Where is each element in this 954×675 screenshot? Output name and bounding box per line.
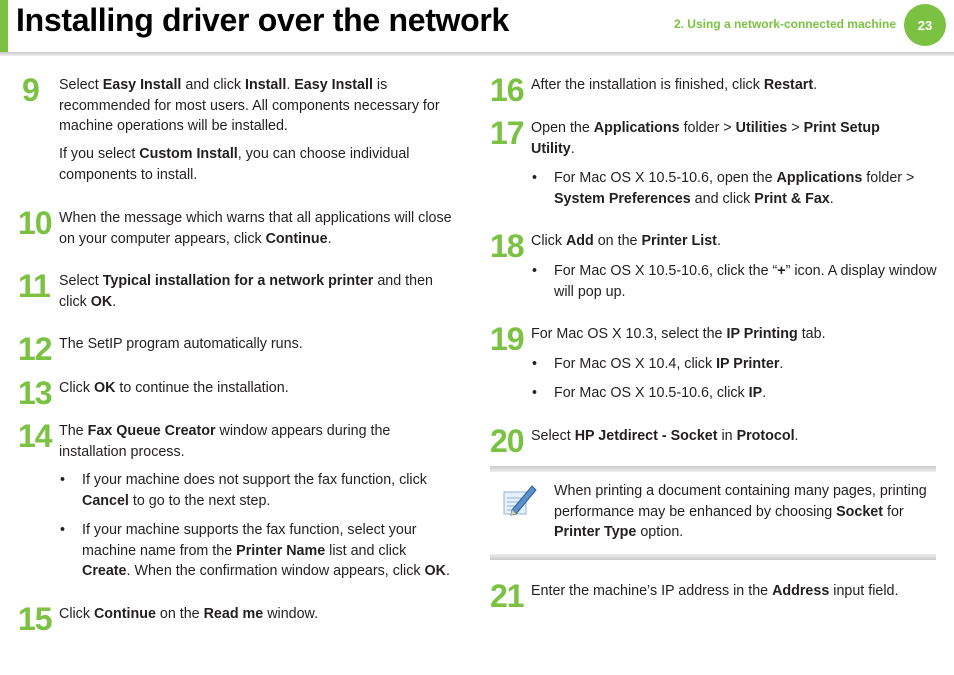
step-number: 14 bbox=[18, 418, 52, 454]
bullet-icon: • bbox=[532, 356, 538, 372]
step-text: If you select Custom Install, you can choose individual bbox=[59, 146, 410, 162]
note-text: When printing a document containing many pages, printing performance may be enhanced by choosing Socket for Printer Type option. bbox=[554, 483, 927, 541]
bullet-icon: • bbox=[60, 472, 66, 488]
step-text: recommended for most users. All components necessary for bbox=[59, 97, 440, 114]
step-number: 16 bbox=[490, 72, 524, 108]
step-text: components to install. bbox=[59, 166, 198, 183]
bullet-icon: • bbox=[532, 263, 538, 279]
header-divider bbox=[0, 52, 954, 56]
page-title: Installing driver over the network bbox=[16, 2, 510, 38]
step-text: When the message which warns that all applications will close bbox=[59, 210, 452, 226]
bullet-icon: • bbox=[532, 385, 538, 401]
step-text: machine name from the Printer Name list and click bbox=[82, 542, 407, 559]
step-text: Click Continue on the Read me window. bbox=[59, 606, 319, 622]
step-number: 12 bbox=[18, 331, 52, 367]
step-text: machine operations will be installed. bbox=[59, 118, 288, 135]
step-text: Create. When the confirmation window appears, click OK. bbox=[82, 563, 450, 580]
step-number: 11 bbox=[18, 268, 50, 304]
step-text: Utility. bbox=[531, 140, 575, 157]
header-accent-bar bbox=[0, 0, 8, 52]
step-text: Click Add on the Printer List. bbox=[531, 233, 721, 249]
step-text: Click OK to continue the installation. bbox=[59, 380, 289, 396]
step-text: System Preferences and click Print & Fax. bbox=[554, 190, 834, 207]
note-divider-top bbox=[490, 466, 936, 472]
step-number: 20 bbox=[490, 423, 524, 459]
note-divider-bottom bbox=[490, 554, 936, 560]
step-number: 9 bbox=[22, 72, 39, 108]
bullet-icon: • bbox=[532, 170, 538, 186]
step-text: Select Typical installation for a network printer and then bbox=[59, 273, 433, 289]
step-number: 17 bbox=[490, 115, 524, 151]
step-text: on your computer appears, click Continue. bbox=[59, 230, 332, 247]
step-text: The SetIP program automatically runs. bbox=[59, 336, 303, 352]
step-number: 15 bbox=[18, 601, 52, 637]
note-box bbox=[490, 466, 936, 560]
step-text: Enter the machine’s IP address in the Address input field. bbox=[531, 583, 899, 599]
note-pencil-icon bbox=[498, 480, 538, 520]
bullet-icon: • bbox=[60, 522, 66, 538]
step-text: will pop up. bbox=[554, 283, 626, 300]
step-text: For Mac OS X 10.3, select the IP Printing tab. bbox=[531, 326, 826, 342]
step-number: 13 bbox=[18, 375, 52, 411]
step-number: 19 bbox=[490, 321, 524, 357]
step-number: 10 bbox=[18, 205, 52, 241]
step-text: Select Easy Install and click Install. Easy Install is bbox=[59, 77, 388, 93]
step-number: 21 bbox=[490, 578, 524, 614]
step-text: Select HP Jetdirect - Socket in Protocol. bbox=[531, 428, 799, 444]
step-number: 18 bbox=[490, 228, 524, 264]
step-text: Cancel to go to the next step. bbox=[82, 492, 271, 509]
step-text: click OK. bbox=[59, 293, 117, 310]
page-number-badge: 23 bbox=[904, 4, 946, 46]
step-text: The Fax Queue Creator window appears during the bbox=[59, 423, 391, 439]
step-text: After the installation is finished, click Restart. bbox=[531, 77, 818, 93]
step-text: Open the Applications folder > Utilities > Print Setup bbox=[531, 120, 880, 136]
step-text: installation process. bbox=[59, 443, 185, 460]
chapter-label[interactable]: 2. Using a network-connected machine bbox=[673, 17, 896, 31]
